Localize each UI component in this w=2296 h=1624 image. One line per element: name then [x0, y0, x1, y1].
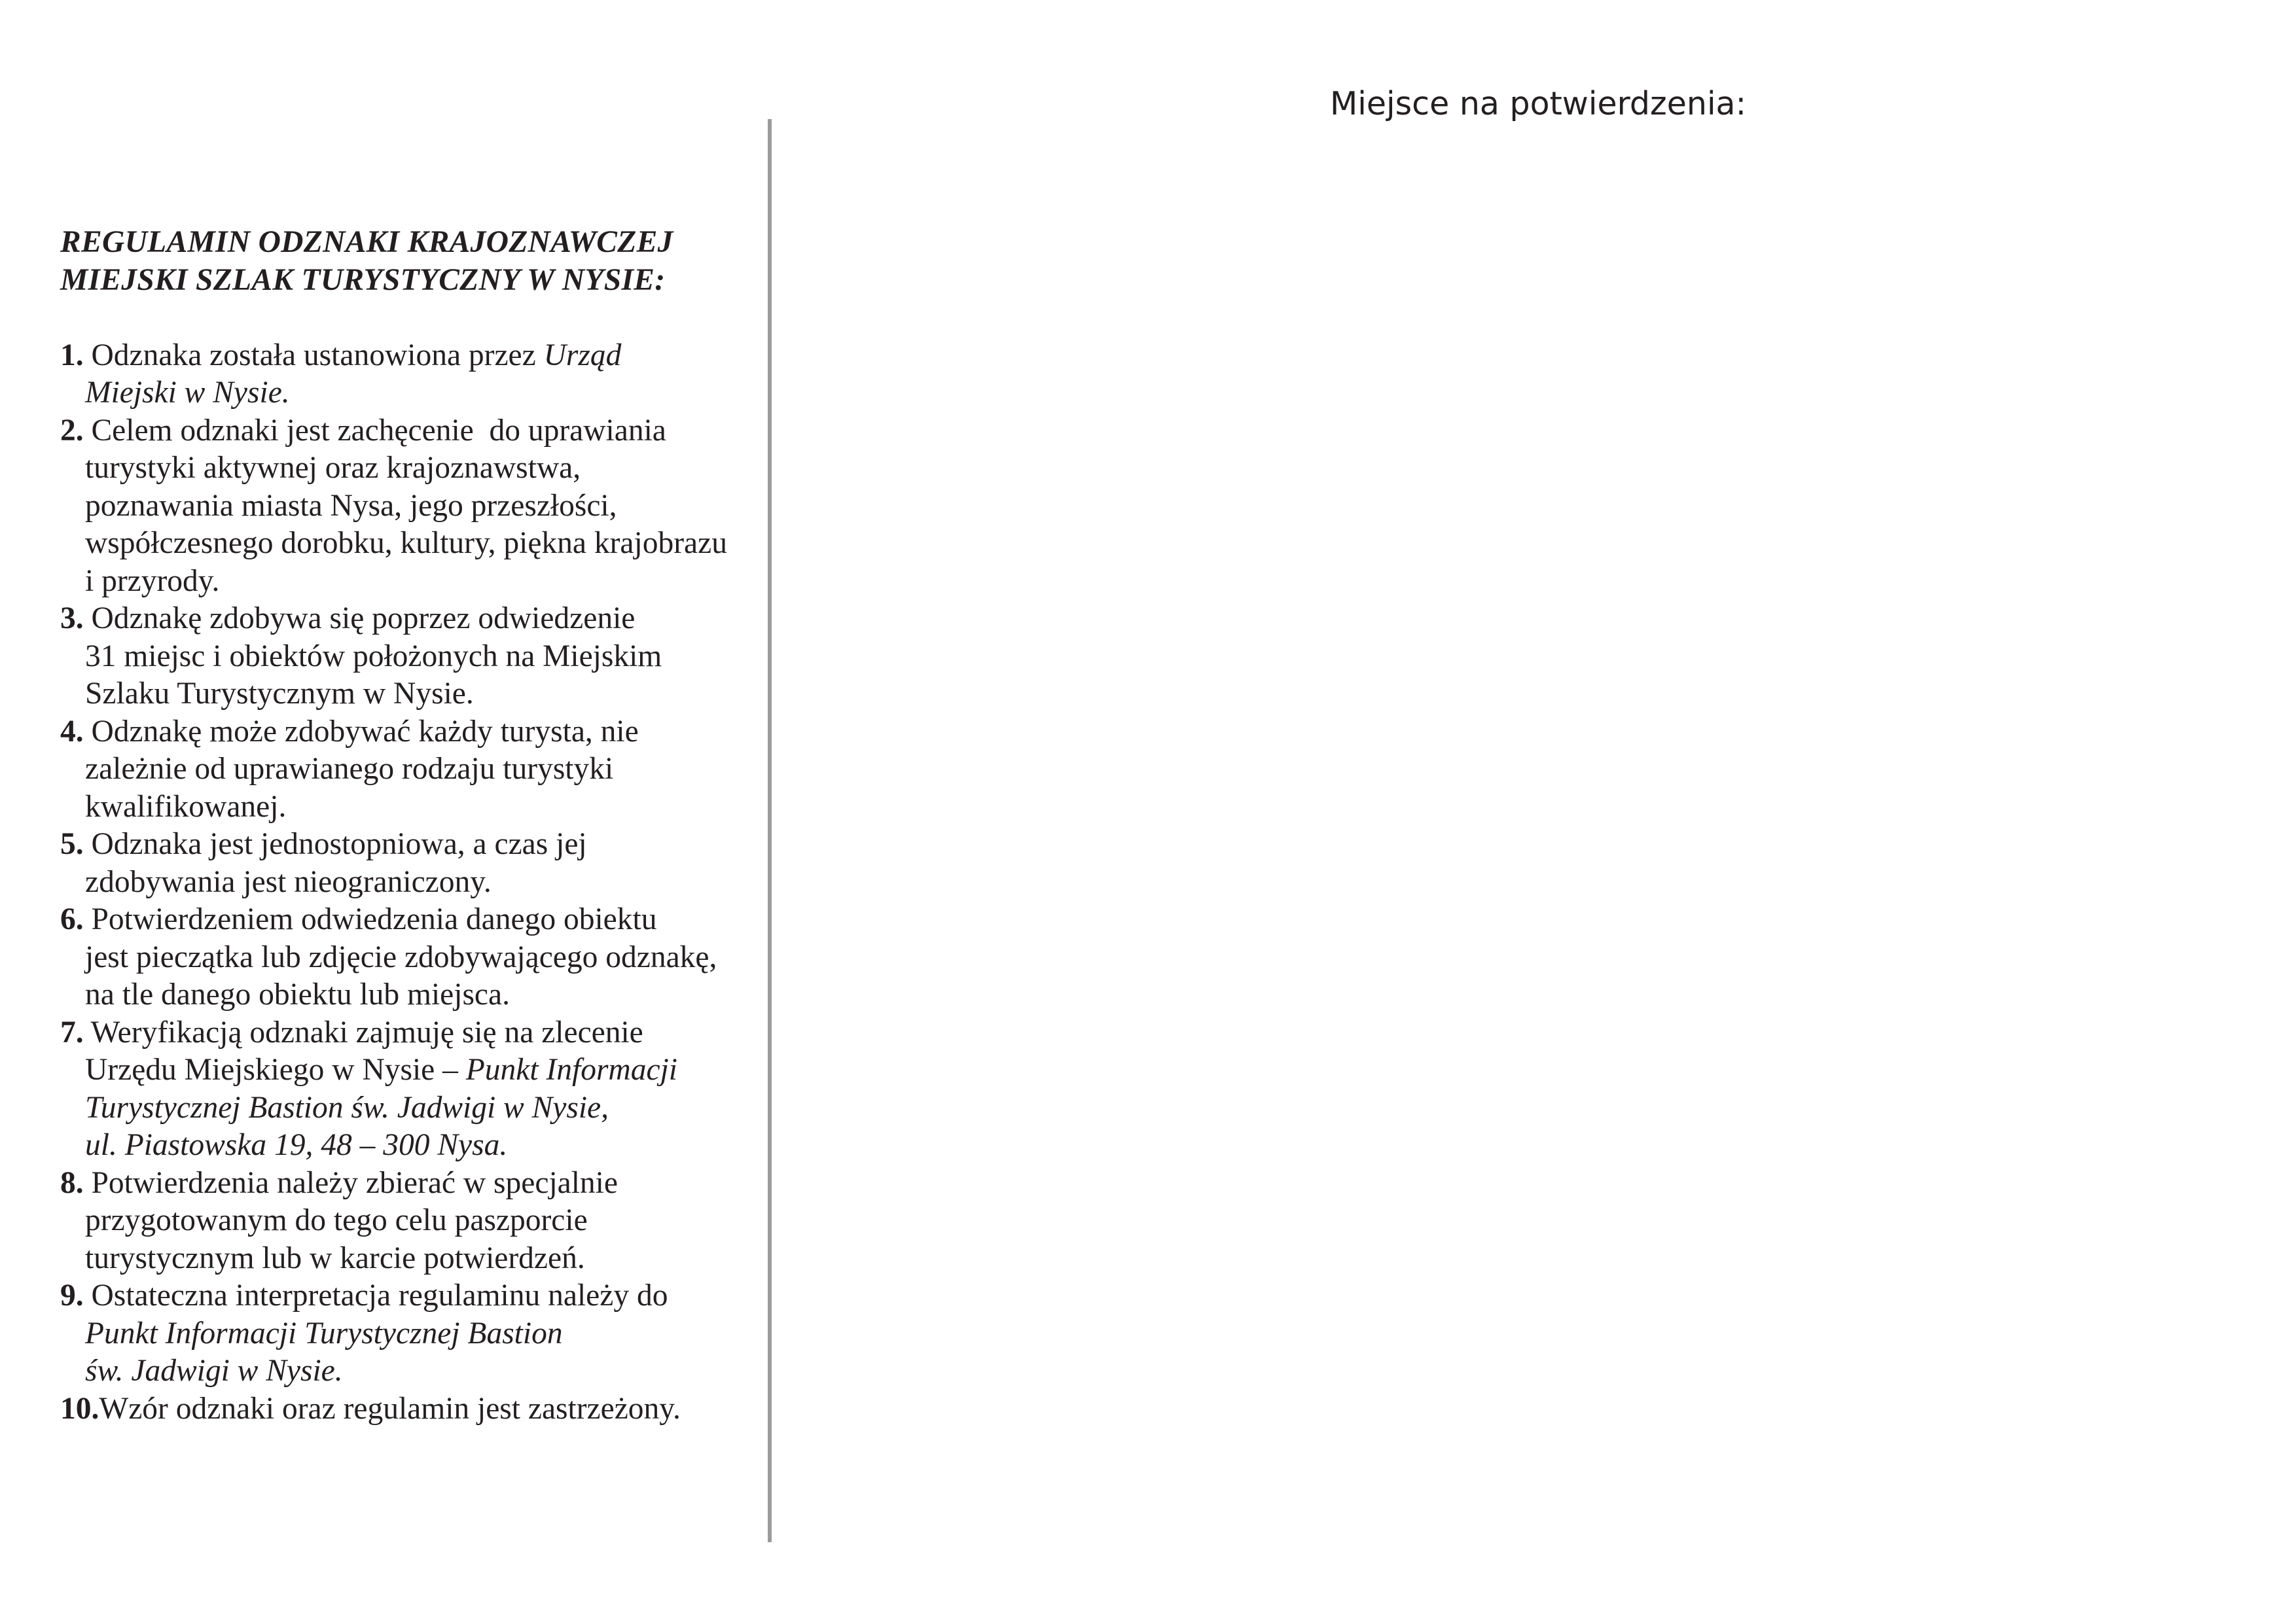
rule-text: jest pieczątka lub zdjęcie zdobywającego odznakę, — [85, 940, 717, 974]
rule-line — [60, 374, 774, 412]
confirmations-label: Miejsce na potwierdzenia: — [1330, 85, 1747, 122]
rule-item — [60, 1277, 774, 1390]
rule-text: Miejski w Nysie. — [85, 376, 290, 410]
rule-line — [60, 1352, 774, 1390]
rule-line — [60, 1202, 774, 1240]
rule-line — [60, 638, 774, 676]
rule-line — [60, 788, 774, 826]
rule-item — [60, 600, 774, 713]
rule-text: zależnie od uprawianego rodzaju turystyki — [85, 752, 614, 786]
rule-line — [60, 1240, 774, 1278]
rule-text: Potwierdzeniem odwiedzenia danego obiektu — [83, 902, 657, 936]
rule-text: turystycznym lub w karcie potwierdzeń. — [85, 1241, 585, 1275]
rule-number: 10. — [60, 1391, 99, 1426]
rule-text: turystyki aktywnej oraz krajoznawstwa, — [85, 451, 581, 485]
rule-line — [60, 1089, 774, 1127]
rule-line — [60, 750, 774, 788]
rule-item — [60, 713, 774, 826]
rule-text: Ostateczna interpretacja regulaminu należy do — [83, 1279, 668, 1313]
rule-number: 7. — [60, 1015, 84, 1050]
rule-line — [60, 525, 774, 563]
rule-number: 6. — [60, 902, 84, 936]
rule-text: Weryfikacją odznaki zajmuję się na zlecenie — [83, 1015, 643, 1050]
rule-line — [60, 563, 774, 601]
rules-list — [60, 337, 774, 1428]
rule-text: na tle danego obiektu lub miejsca. — [85, 978, 510, 1012]
rule-item — [60, 337, 774, 412]
rule-item — [60, 1014, 774, 1165]
rule-line — [60, 675, 774, 713]
rule-text: Potwierdzenia należy zbierać w specjalnie — [83, 1165, 618, 1200]
rule-line — [60, 1165, 774, 1203]
rule-line — [60, 1014, 774, 1052]
rule-line — [60, 600, 774, 638]
rule-text: Wzór odznaki oraz regulamin jest zastrzeżony. — [99, 1391, 681, 1426]
rule-line — [60, 450, 774, 487]
rule-line — [60, 1127, 774, 1165]
rule-line — [60, 487, 774, 525]
rule-number: 2. — [60, 413, 84, 448]
rule-text: Odznaka została ustanowiona przez — [83, 338, 544, 372]
rule-line — [60, 1315, 774, 1353]
rule-number: 5. — [60, 827, 84, 861]
rule-item — [60, 1390, 774, 1428]
rule-number: 4. — [60, 714, 84, 749]
rule-text: Celem odznaki jest zachęcenie do uprawiania — [83, 413, 666, 448]
rule-number: 3. — [60, 601, 84, 635]
rule-text: Odznakę zdobywa się poprzez odwiedzenie — [83, 601, 636, 635]
rule-item — [60, 826, 774, 901]
rule-text: ul. Piastowska 19, 48 – 300 Nysa. — [85, 1128, 508, 1162]
rule-text: Urząd — [543, 338, 622, 372]
rules-title-line-1: REGULAMIN ODZNAKI KRAJOZNAWCZEJ — [60, 225, 673, 259]
rule-text: 31 miejsc i obiektów położonych na Miejskim — [85, 639, 662, 673]
rule-text: współczesnego dorobku, kultury, piękna krajobrazu — [85, 526, 727, 560]
rule-text: przygotowanym do tego celu paszporcie — [85, 1203, 588, 1237]
rule-line — [60, 412, 774, 450]
rule-text: Turystycznej Bastion św. Jadwigi w Nysie, — [85, 1090, 609, 1125]
rule-text: Szlaku Turystycznym w Nysie. — [85, 677, 474, 711]
rule-line — [60, 864, 774, 902]
rule-text: Urzędu Miejskiego w Nysie – — [85, 1053, 466, 1087]
rule-text: zdobywania jest nieograniczony. — [85, 864, 492, 899]
rule-text: św. Jadwigi w Nysie. — [85, 1354, 343, 1388]
rule-item — [60, 412, 774, 601]
rule-line — [60, 1277, 774, 1315]
rule-text: kwalifikowanej. — [85, 789, 287, 824]
rule-line — [60, 713, 774, 751]
rules-section — [60, 224, 774, 1428]
rules-title-line-2: MIEJSKI SZLAK TURYSTYCZNY W NYSIE: — [60, 262, 666, 297]
rule-text: Odznakę może zdobywać każdy turysta, nie — [83, 714, 639, 749]
rule-text: i przyrody. — [85, 563, 220, 598]
rule-line — [60, 826, 774, 864]
rule-item — [60, 901, 774, 1014]
rule-text: Punkt Informacji Turystycznej Bastion — [85, 1316, 563, 1350]
rule-item — [60, 1165, 774, 1278]
rule-line — [60, 901, 774, 939]
rule-line — [60, 337, 774, 375]
rule-text: Odznaka jest jednostopniowa, a czas jej — [83, 827, 587, 861]
rule-number: 1. — [60, 338, 84, 372]
rule-number: 8. — [60, 1165, 84, 1200]
rule-number: 9. — [60, 1279, 84, 1313]
rule-line — [60, 939, 774, 977]
rule-text: Punkt Informacji — [465, 1053, 677, 1087]
rule-line — [60, 976, 774, 1014]
rules-title — [60, 224, 774, 299]
rule-line — [60, 1390, 774, 1428]
rule-line — [60, 1051, 774, 1089]
rule-text: poznawania miasta Nysa, jego przeszłości, — [85, 488, 617, 523]
